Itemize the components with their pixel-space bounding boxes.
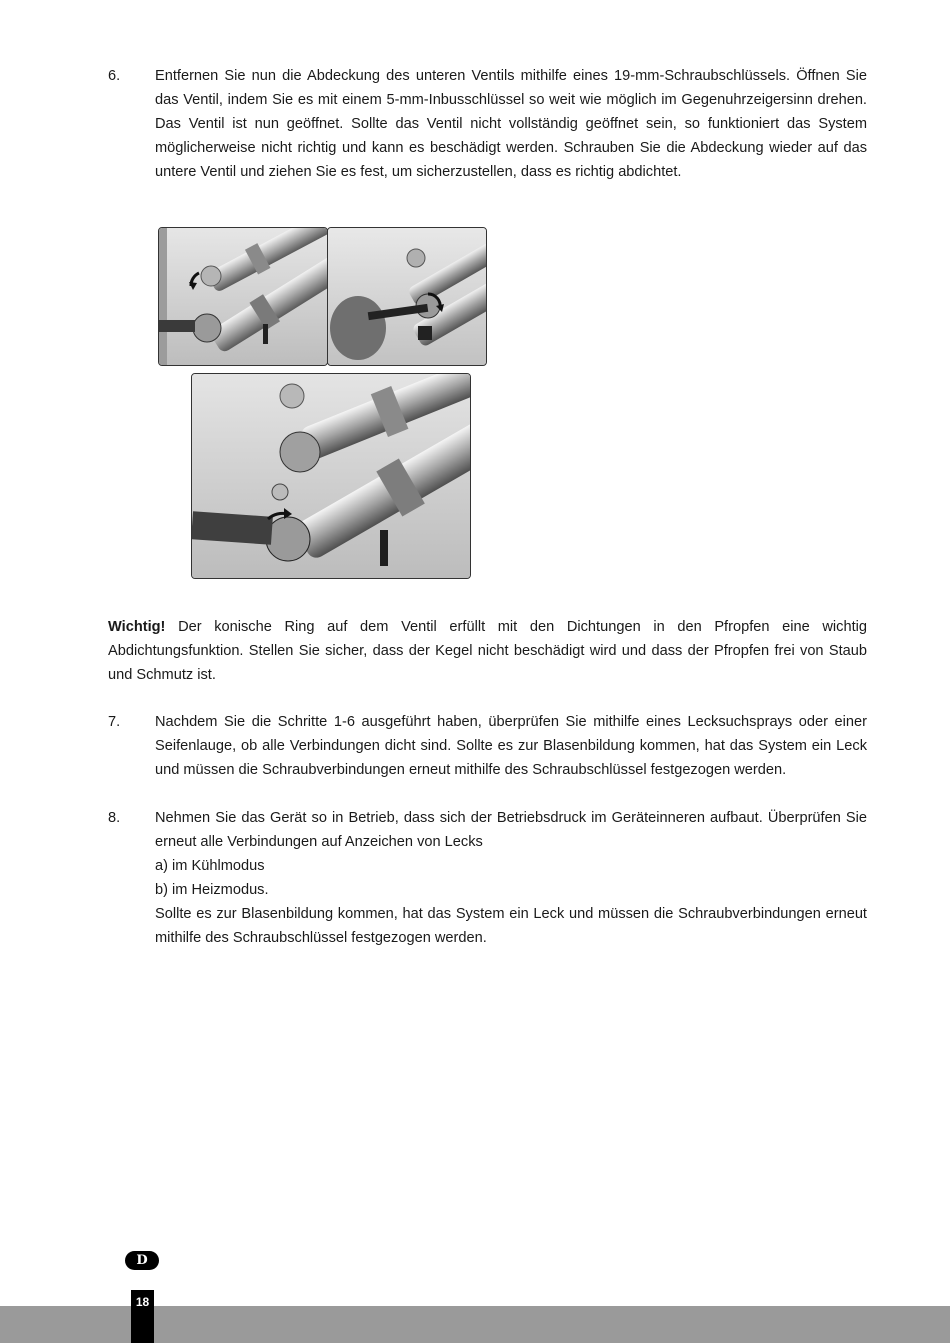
step-7: [108, 710, 867, 782]
important-label: Wichtig!: [108, 619, 166, 635]
step-8-sub-b: b) im Heizmodus.: [155, 882, 269, 898]
step-8: [108, 806, 867, 950]
valve-photo-top-right: [327, 227, 487, 366]
step-8-text: Nehmen Sie das Gerät so in Betrieb, dass sich der Betriebsdruck im Geräteinneren aufbaut. Überprüfen Sie erneut alle Verbindungen auf Anzeichen von Lecks: [155, 810, 867, 850]
step-7-number: 7.: [108, 714, 121, 730]
valve-photo-top-left: [158, 227, 328, 366]
step-6: [108, 64, 867, 184]
step-8-closing: Sollte es zur Blasenbildung kommen, hat das System ein Leck und müssen die Schraubverbindungen erneut mithilfe des Schraubschlüssel festgezogen werden.: [155, 906, 867, 946]
step-8-body: [155, 806, 867, 950]
step-7-text: Nachdem Sie die Schritte 1-6 ausgeführt haben, überprüfen Sie mithilfe eines Lecksuchsprays oder einer Seifenlauge, ob alle Verbindungen dicht sind. Sollte es zur Blasenbildung kommen, hat das System ein Leck und müssen die Schraubverbindungen erneut mithilfe des Schraubschlüssel festgezogen werden.: [155, 714, 867, 778]
important-text: Der konische Ring auf dem Ventil erfüllt mit den Dichtungen in den Pfropfen eine wichtig Abdichtungsfunktion. Stellen Sie sicher, dass der Kegel nicht beschädigt wird und dass der Pfropfen frei von Staub und Schmutz ist.: [108, 619, 867, 683]
step-8-number: 8.: [108, 810, 121, 826]
step-6-text: Entfernen Sie nun die Abdeckung des unteren Ventils mithilfe eines 19-mm-Schraubschlüssels. Öffnen Sie das Ventil, indem Sie es mit einem 5-mm-Inbusschlüssel so weit wie möglich im Gegenuhrzeigersinn drehen. Das Ventil ist nun geöffnet. Sollte das Ventil nicht vollständig geöffnet sein, so funktioniert das System möglicherweise nicht richtig und kann es beschädigt werden. Schrauben Sie die Abdeckung wieder auf das untere Ventil und ziehen Sie es fest, um sicherzustellen, dass es richtig abdichtet.: [155, 68, 867, 180]
language-badge: D: [125, 1251, 159, 1270]
valve-photo-bottom: [191, 373, 471, 579]
step-8-sub-a: a) im Kühlmodus: [155, 858, 265, 874]
step-6-number: 6.: [108, 68, 121, 84]
page-number: 18: [131, 1290, 154, 1343]
important-note: [108, 615, 867, 687]
